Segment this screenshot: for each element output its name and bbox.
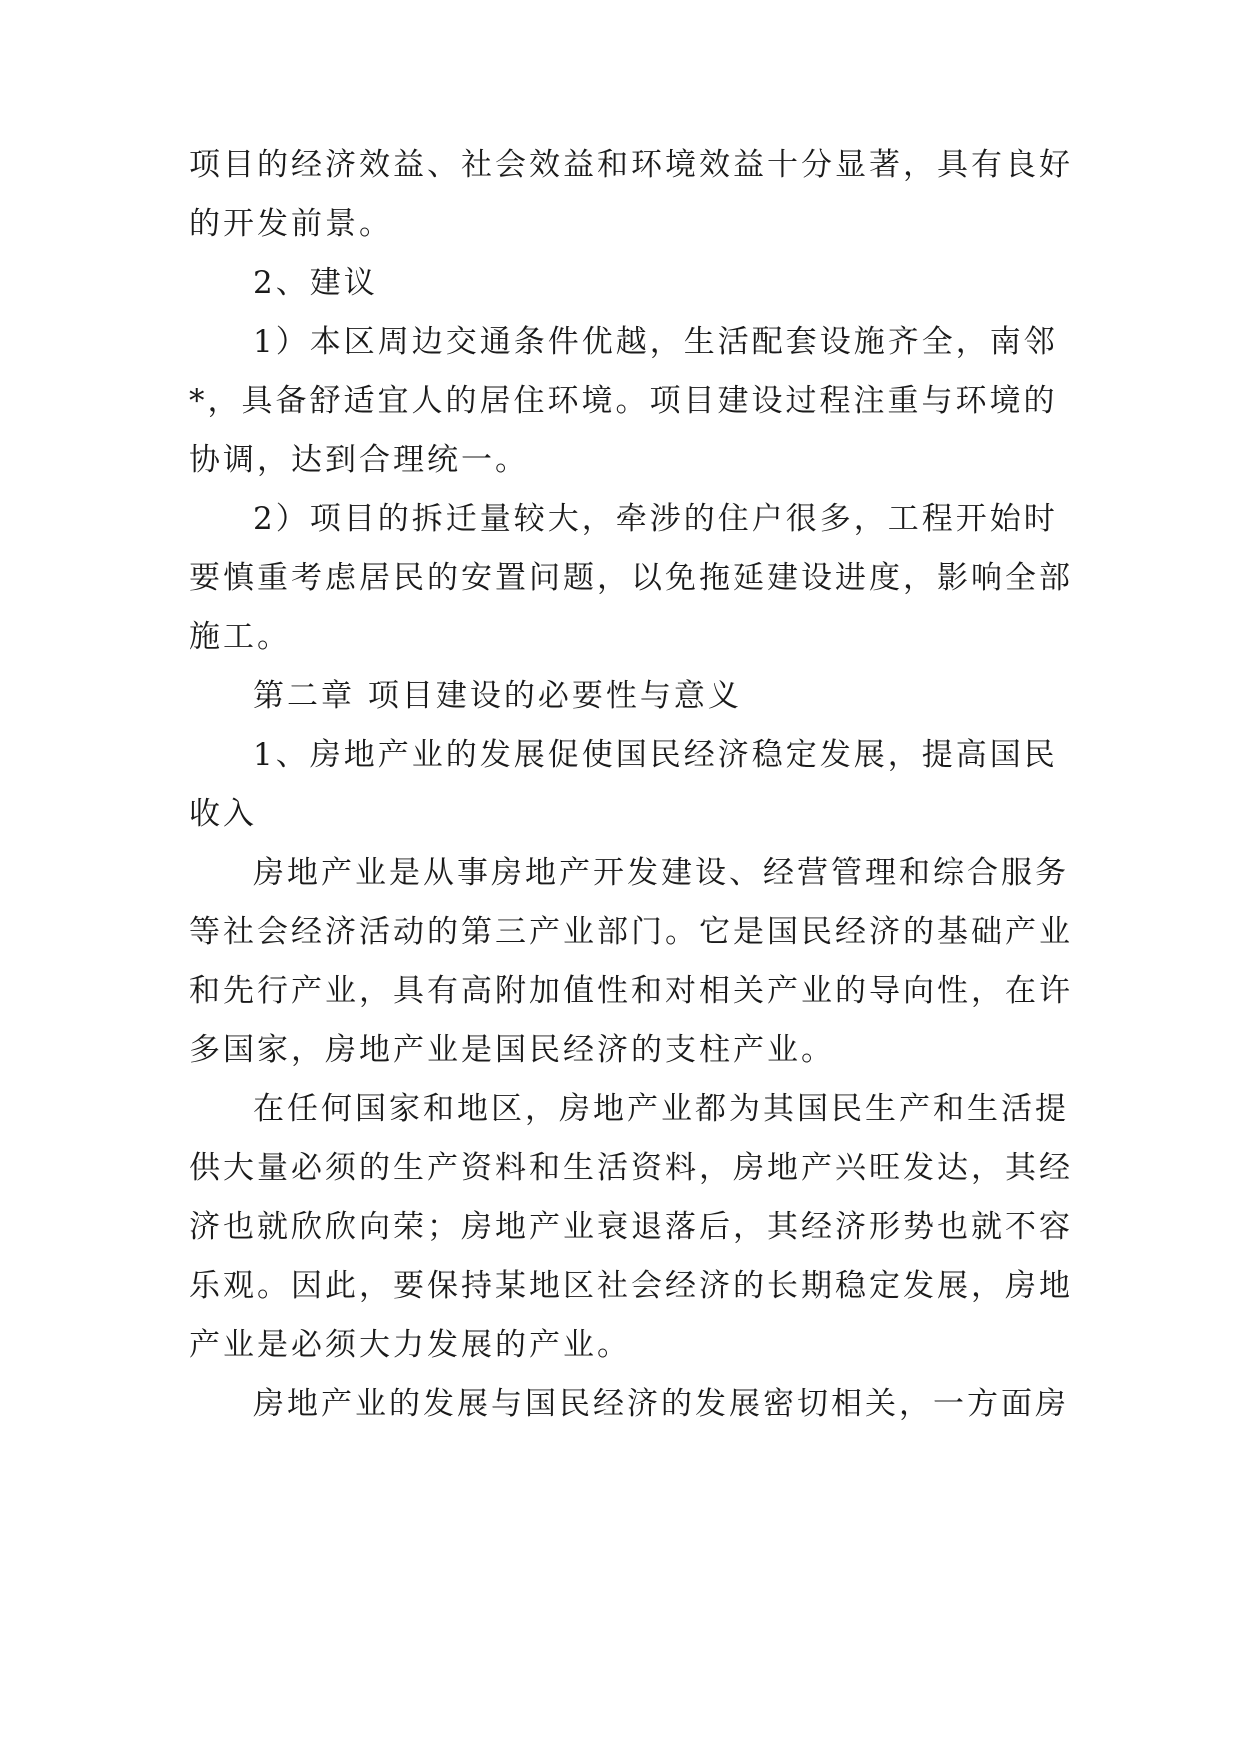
section-heading: 2、建议: [253, 265, 378, 301]
text-line: 济也就欣欣向荣；房地产业衰退落后，其经济形势也就不容: [189, 1209, 1073, 1245]
text-line: 房地产业是从事房地产开发建设、经营管理和综合服务: [253, 855, 1069, 891]
chapter-heading: 第二章 项目建设的必要性与意义: [253, 678, 742, 714]
text-line: 和先行产业，具有高附加值性和对相关产业的导向性，在许: [189, 973, 1073, 1009]
section-heading: 1、房地产业的发展促使国民经济稳定发展，提高国民: [253, 737, 1058, 773]
text-line: 在任何国家和地区，房地产业都为其国民生产和生活提: [253, 1091, 1069, 1127]
text-line: 的开发前景。: [189, 206, 393, 242]
text-line: 多国家，房地产业是国民经济的支柱产业。: [189, 1032, 835, 1068]
section-heading: 收入: [189, 796, 257, 832]
text-line: *，具备舒适宜人的居住环境。项目建设过程注重与环境的: [189, 383, 1058, 419]
text-line: 供大量必须的生产资料和生活资料，房地产兴旺发达，其经: [189, 1150, 1073, 1186]
text-line: 2）项目的拆迁量较大，牵涉的住户很多，工程开始时: [253, 501, 1058, 537]
text-line: 协调，达到合理统一。: [189, 442, 529, 478]
text-line: 乐观。因此，要保持某地区社会经济的长期稳定发展，房地: [189, 1268, 1073, 1304]
text-line: 要慎重考虑居民的安置问题，以免拖延建设进度，影响全部: [189, 560, 1073, 596]
text-line: 等社会经济活动的第三产业部门。它是国民经济的基础产业: [189, 914, 1073, 950]
text-line: 项目的经济效益、社会效益和环境效益十分显著，具有良好: [189, 147, 1073, 183]
text-line: 1）本区周边交通条件优越，生活配套设施齐全，南邻: [253, 324, 1058, 360]
text-line: 产业是必须大力发展的产业。: [189, 1327, 631, 1363]
text-line: 房地产业的发展与国民经济的发展密切相关，一方面房: [253, 1386, 1069, 1422]
text-line: 施工。: [189, 619, 291, 655]
